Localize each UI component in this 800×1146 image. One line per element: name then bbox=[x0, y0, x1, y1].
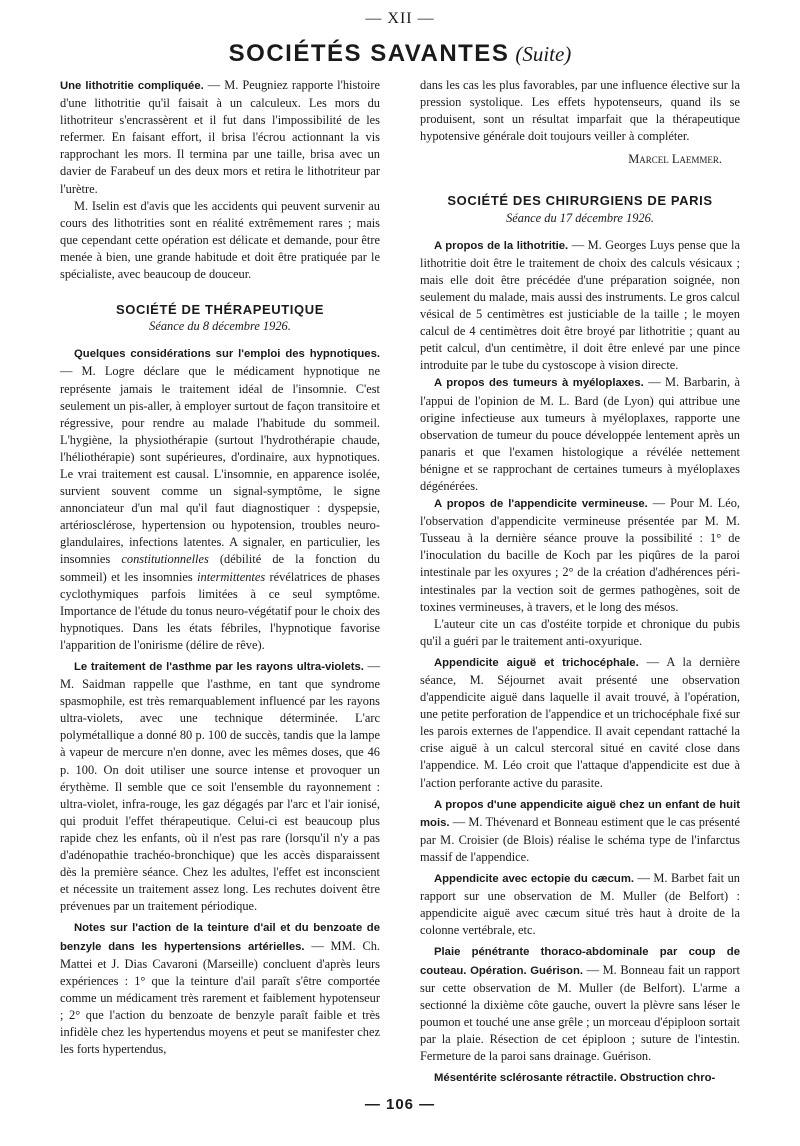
section-title-therapeutique: SOCIÉTÉ DE THÉRAPEUTIQUE bbox=[116, 302, 324, 318]
article-body: (débilité de la fonction du sommeil) et les insomnies bbox=[60, 552, 380, 584]
article-body: — M. Georges Luys pense que la lithotritie doit être le traitement de choix des calculs vésicaux ; mais elle doit être précédée d'une préparation soignée, non seulement du malade, mais aussi des instruments. Le gros calcul vésical de 5 centimètres est justiciable de la taille ; le moyen calcul de 4 centimètres doit être broyé par lithotritie ; quant au petit calcul, d'un centimètre, il doit être enlevé par une pince introduite par le tube du cystoscope à vision directe. bbox=[420, 237, 741, 373]
emphasis: constitutionnelles bbox=[121, 552, 209, 567]
article-teinture-ail bbox=[60, 919, 380, 1058]
article-body: — M. Saidman rappelle que l'asthme, en tant que syndrome spasmophile, est très remarquablement influencé par les rayons ultra-violets, avec une technique déterminée. L'arc polymétallique a donné 80 p. 100 de succès, tandis que la lampe à vapeur de mercure n'en donne, avec les mêmes doses, que 46 p. 100. On doit utiliser une source intense et provoquer un érythème. Il semble que ce soit l'ensemble du rayonnement : ultra-violet, infra-rouge, les gaz dégagés par l'arc et l'air ionisé, qui produit l'effet thérapeutique. Celui-ci est beaucoup plus rapide chez les enfants, où il n'est pas rare (lorsqu'il n'y a pas d'adénopathie trachéo-bronchique) que les accès disparaissent dès la première séance. Chez les adultes, l'effet est inconscient et nécessite un traitement assez long. Les rechutes doivent être prévenues par un traitement périodique. bbox=[60, 659, 380, 914]
masthead-title: SOCIÉTÉS SAVANTES bbox=[228, 40, 510, 67]
article-mesenterite bbox=[420, 1069, 740, 1087]
article-body: révélatrices de phases cyclothymiques parfois limitées à ce seul symptôme. Importance de l'étude du tonus neuro-végétatif pour le choix des hypnotiques. Dans les états fébriles, l'hypnotique favorise l'apparition de l'onirisme (délire de rêve). bbox=[60, 569, 380, 652]
article-lithotritie-compliquee bbox=[60, 77, 380, 198]
article-heading: Appendicite avec ectopie du cæcum. bbox=[434, 873, 635, 886]
article-enfant-huit-mois bbox=[420, 796, 740, 866]
article-myeloplaxes bbox=[420, 374, 740, 495]
article-heading: Quelques considérations sur l'emploi des hypnotiques. bbox=[74, 348, 380, 361]
masthead bbox=[0, 40, 800, 68]
article-body: — M. Thévenard et Bonneau estiment que le cas présenté par M. Croisier (de Blois) réalise le schéma type de l'infarctus massif de l'appendice. bbox=[420, 814, 740, 864]
article-heading: Une lithotritie compliquée. bbox=[60, 80, 204, 92]
article-heading: Plaie pénétrante thoraco-abdominale par coup de couteau. Opération. Guérison. bbox=[420, 946, 740, 977]
article-hypnotiques bbox=[60, 345, 380, 654]
article-lithotritie bbox=[420, 237, 740, 375]
article-iselin: M. Iselin est d'avis que les accidents qui peuvent survenir au cours des lithotrities sont en réalité extrêmement rares ; mais que cependant cette opération est délicate et demande, pour être menée à bien, une grande habitude et doit être pratiquée par le spécialiste, avec beaucoup de douceur. bbox=[60, 198, 380, 282]
article-ectopie-caecum bbox=[420, 870, 740, 939]
masthead-suite: (Suite) bbox=[515, 42, 572, 66]
roman-page-number: — XII — bbox=[365, 10, 435, 27]
article-heading: A propos d'une appendicite aiguë chez un enfant de huit mois. bbox=[420, 798, 740, 829]
article-body: — M. Peugniez rapporte l'histoire d'une lithotritie qu'il faisait à un calculeux. Les mors du lithotriteur s'encrassèrent et il fut dans l'impossibilité de les refermer. En faisant effort, il brisa l'écrou actionnant la vis rapprochant les mors. Il termina par une taille, brisa avec un davier de Farabeuf un des deux mors et retira le lithotriteur par l'urètre. bbox=[60, 78, 380, 196]
seance-date: Séance du 17 décembre 1926. bbox=[506, 210, 654, 225]
article-heading: Notes sur l'action de la teinture d'ail et du benzoate de benzyle dans les hypertensions artérielles. bbox=[60, 922, 380, 953]
article-heading: Mésentérite sclérosante rétractile. Obstruction chro- bbox=[434, 1072, 716, 1085]
article-body: — M. Barbet fait un rapport sur une observation de M. Muller (de Belfort) : appendicite aiguë avec cæcum situé très haut à droite de la colonne vertébrale, etc. bbox=[420, 871, 740, 938]
article-asthme bbox=[60, 658, 380, 915]
emphasis: intermittentes bbox=[197, 569, 266, 584]
article-heading: Le traitement de l'asthme par les rayons ultra-violets. bbox=[74, 661, 364, 673]
article-continuation: dans les cas les plus favorables, par une influence élective sur la pression systolique. Les effets hypotenseurs, quand ils se produisent, sont un résultat imparfait que la thérapeutique hypotensive générale doit toujours veiller à compléter. bbox=[420, 78, 740, 144]
article-body: — M. Bonneau fait un rapport sur cette observation de M. Muller (de Belfort). L'arme a sectionné la dixième côte gauche, ouvert la plèvre sans léser le poumon et touché une anse grêle ; un morceau d'épiploon sortait par la plaie. Résection de cet épiploon ; suture de l'intestin. Fermeture de la paroi sans drainage. Guérison. bbox=[420, 962, 740, 1063]
article-body: — Pour M. Léo, l'observation d'appendicite vermineuse présentée par M. M. Tusseau à la dernière séance prouve la possibilité : 1° de l'inoculation du bacille de Koch par les piqûres de la paroi intestinale par les oxyures ; 2° de la création d'adhérences péri-intestinales par la vection soit de germes pathogènes, soit de toxines vermineuses, à travers, et le long des mésos. bbox=[420, 496, 740, 614]
article-heading: A propos de la lithotritie. bbox=[434, 239, 569, 252]
article-body: — A la dernière séance, M. Séjournet avait présenté une observation d'appendicite aiguë dans laquelle il avait trouvé, à l'opération, une petite perforation de l'appendice et un trichocéphale fixé sur les parois externes de l'appendice. Il avait cependant rattaché la crise aiguë à un calcul stercoral situé en cavité close dans l'appendice. M. Léo croit que l'attaque d'appendicite est due à l'action perforante active du parasite. bbox=[420, 654, 740, 790]
article-trichocephale bbox=[420, 654, 740, 792]
article-body: — M. Logre déclare que le médicament hypnotique ne représente jamais le traitement idéal de l'insomnie. C'est seulement un pis-aller, à employer surtout de façon transitoire et régressive, pour rendre au malade l'habitude du sommeil. L'hygiène, la physiothérapie (surtout l'hydrothérapie chaude, l'héliothérapie) sont supérieures, d'ordinaire, aux hypnotiques. Le vrai traitement est causal. L'insomnie, en apparence isolée, survient souvent comme un signal-symptôme, le signe annonciateur d'un mal qu'il faut diagnostiquer : dyspepsie, artériosclérose, hypertension ou hypotension, troubles neuro-glandulaires, infections latentes. A signaler, en particulier, les insomnies bbox=[60, 364, 380, 567]
article-heading: Appendicite aiguë et trichocéphale. bbox=[434, 656, 639, 669]
article-plaie-penetrante bbox=[420, 943, 740, 1065]
section-title-chirurgiens: SOCIÉTÉ DES CHIRURGIENS DE PARIS bbox=[447, 193, 713, 209]
page-number: — 106 — bbox=[364, 1096, 436, 1113]
article-appendicite-vermineuse bbox=[420, 495, 740, 616]
seance-date: Séance du 8 décembre 1926. bbox=[149, 319, 291, 334]
author-signature: Marcel Laemmer. bbox=[628, 152, 722, 167]
right-column bbox=[420, 77, 740, 1087]
article-heading: A propos de l'appendicite vermineuse. bbox=[434, 498, 648, 511]
article-heading: A propos des tumeurs à myéloplaxes. bbox=[434, 377, 644, 390]
article-body: — MM. Ch. Mattei et J. Dias Cavaroni (Marseille) concluent d'après leurs expériences : 1° que la teinture d'ail paraît s'être comportée comme un médicament très rarement et faiblement hypotenseur ; 2° que l'action du benzoate de benzyle paraît faible et très infidèle chez les hypertendus moyens et peut se manifester chez les forts hypertendus, bbox=[60, 938, 380, 1057]
left-column bbox=[60, 77, 380, 1058]
article-osteite: L'auteur cite un cas d'ostéite torpide et chronique du pubis qu'il a guéri par le traitement anti-oxyurique. bbox=[420, 616, 740, 648]
article-body: — M. Barbarin, à l'appui de l'opinion de M. L. Bard (de Lyon) qui attribue une origine infectieuse aux tumeurs à myéloplaxes, rapporte une observation de tumeur du pouce développée lentement après un panaris et que l'examen histologique a révélée nettement bénigne et se rapprochant de certaines tumeurs à myéloplaxes dégénérées. bbox=[420, 375, 740, 493]
